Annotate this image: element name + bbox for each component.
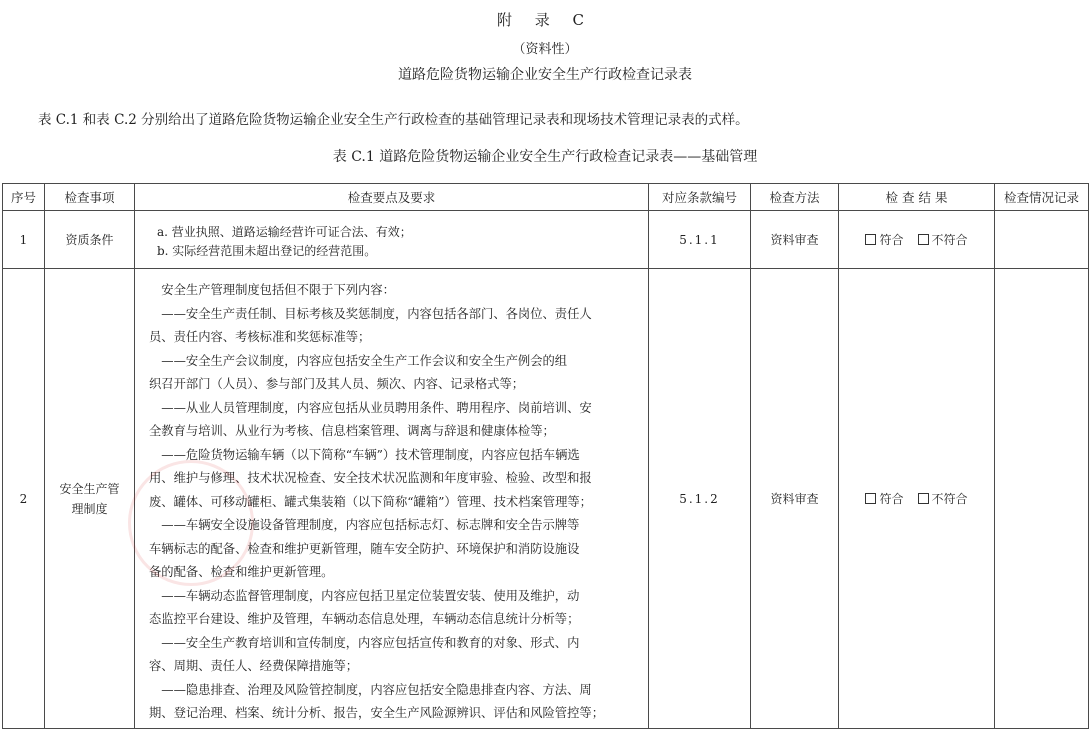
pass-checkbox[interactable] (865, 490, 903, 507)
check-item: 安全生产管理制度 (45, 269, 135, 729)
intro-paragraph: 表 C.1 和表 C.2 分别给出了道路危险货物运输企业安全生产行政检查的基础管理记录表和现场技术管理记录表的式样。 (38, 112, 749, 128)
requirement-line: ——危险货物运输车辆（以下简称“车辆”）技术管理制度，内容应包括车辆选 (149, 447, 580, 462)
requirement-cell (135, 211, 649, 269)
requirement-line: ——车辆安全设施设备管理制度，内容应包括标志灯、标志牌和安全告示牌等 (149, 518, 580, 532)
requirement-line: 员、责任内容、考核标准和奖惩标准等； (149, 330, 371, 344)
requirement-line: ——安全生产教育培训和宣传制度，内容应包括宣传和教育的对象、形式、内 (149, 635, 580, 650)
table-header-row (3, 184, 1089, 211)
check-item: 资质条件 (45, 211, 135, 269)
requirement-line: 用、维护与修理、技术状况检查、安全技术状况监测和年度审验、检验、改型和报 (149, 471, 592, 485)
appendix-nature: （资料性） (512, 42, 578, 57)
requirement-line: 安全生产管理制度包括但不限于下列内容： (149, 283, 395, 297)
appendix-title: 道路危险货物运输企业安全生产行政检查记录表 (398, 67, 692, 83)
requirement-line: 全教育与培训、从业行为考核、信息档案管理、调离与辞退和健康体检等； (149, 424, 555, 438)
requirement-line: ——隐患排查、治理及风险管控制度，内容应包括安全隐患排查内容、方法、周 (149, 682, 592, 697)
pass-label: 符合 (879, 492, 904, 506)
checkbox-icon (918, 234, 929, 245)
requirement-line: 车辆标志的配备、检查和维护更新管理，随车安全防护、环境保护和消防设施设 (149, 541, 580, 556)
requirement-line: ——安全生产责任制、目标考核及奖惩制度，内容包括各部门、各岗位、责任人 (149, 306, 592, 321)
table-row (3, 269, 1089, 729)
requirement-cell (135, 269, 649, 729)
result-cell (839, 269, 995, 729)
col-header-clause: 对应条款编号 (649, 184, 751, 211)
requirement-line: a. 营业执照、道路运输经营许可证合法、有效； (157, 224, 412, 239)
row-number: 2 (3, 269, 45, 729)
fail-label: 不符合 (931, 492, 968, 506)
col-header-method: 检查方法 (751, 184, 839, 211)
requirement-line: 织召开部门（人员）、参与部门及其人员、频次、内容、记录格式等； (149, 377, 525, 391)
checkbox-icon (865, 493, 876, 504)
clause-number: 5.1.2 (649, 269, 751, 729)
row-number: 1 (3, 211, 45, 269)
col-header-requirements: 检查要点及要求 (135, 184, 649, 211)
check-method: 资料审查 (751, 269, 839, 729)
fail-checkbox[interactable] (918, 490, 968, 507)
record-cell[interactable] (995, 269, 1089, 729)
requirement-line: 废、罐体、可移动罐柜、罐式集装箱（以下简称“罐箱”）管理、技术档案管理等； (149, 494, 592, 509)
fail-label: 不符合 (931, 233, 968, 247)
requirement-line: ——从业人员管理制度，内容应包括从业员聘用条件、聘用程序、岗前培训、安 (149, 400, 592, 415)
requirement-line: 期、登记治理、档案、统计分析、报告，安全生产风险源辨识、评估和风险管控等； (149, 706, 604, 720)
clause-number: 5.1.1 (649, 211, 751, 269)
pass-label: 符合 (879, 233, 904, 247)
table-caption: 表 C.1 道路危险货物运输企业安全生产行政检查记录表——基础管理 (332, 149, 758, 165)
col-header-result: 检 查 结 果 (839, 184, 995, 211)
col-header-item: 检查事项 (45, 184, 135, 211)
col-header-no: 序号 (3, 184, 45, 211)
fail-checkbox[interactable] (918, 231, 968, 248)
requirement-line: 备的配备、检查和维护更新管理。 (149, 565, 334, 579)
result-cell (839, 211, 995, 269)
record-cell[interactable] (995, 211, 1089, 269)
checkbox-icon (865, 234, 876, 245)
requirement-line: ——车辆动态监督管理制度，内容应包括卫星定位装置安装、使用及维护，动 (149, 588, 580, 603)
requirement-line: b. 实际经营范围未超出登记的经营范围。 (157, 243, 377, 258)
table-row (3, 211, 1089, 269)
requirement-line: ——安全生产会议制度，内容应包括安全生产工作会议和安全生产例会的组 (149, 353, 568, 368)
requirement-line: 态监控平台建设、维护及管理，车辆动态信息处理，车辆动态信息统计分析等； (149, 612, 580, 626)
pass-checkbox[interactable] (865, 231, 903, 248)
check-method: 资料审查 (751, 211, 839, 269)
col-header-record: 检查情况记录 (995, 184, 1089, 211)
requirement-line: 容、周期、责任人、经费保障措施等； (149, 659, 359, 673)
appendix-heading: 附 录 C (496, 11, 593, 29)
checkbox-icon (918, 493, 929, 504)
inspection-record-table (2, 183, 1089, 729)
